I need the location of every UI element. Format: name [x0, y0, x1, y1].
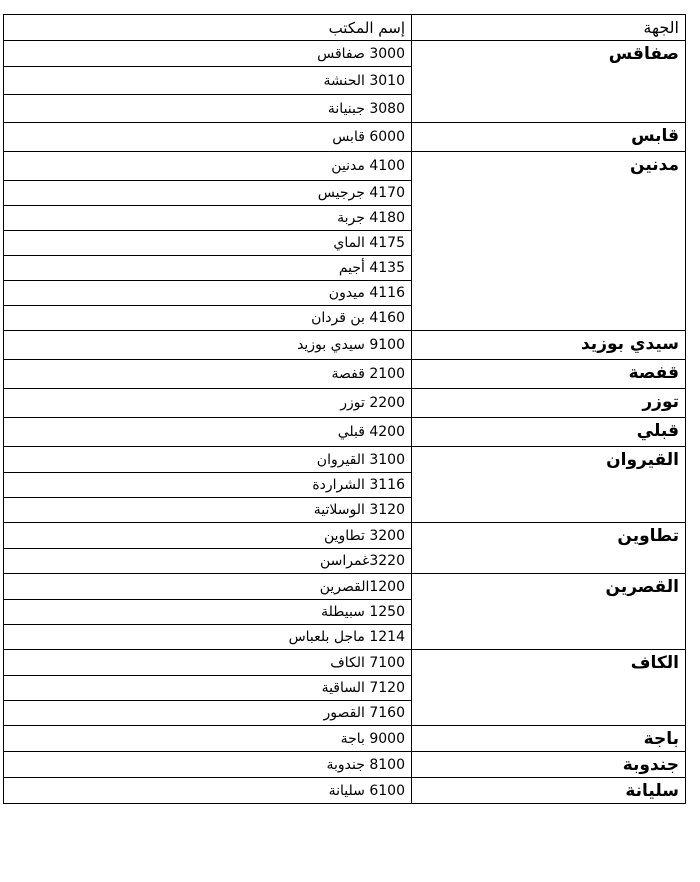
office-cell-group [4, 447, 412, 522]
office-cell: 3200 تطاوين [323, 527, 405, 544]
office-cell-group [4, 41, 412, 122]
office-cell: 2200 توزر [340, 395, 405, 411]
office-cell: 2100 قفصة [331, 366, 405, 382]
office-cell-group [4, 418, 412, 446]
office-cell: 3220غمراسن [4, 548, 411, 573]
table-row [3, 726, 686, 752]
table-row [3, 650, 686, 726]
office-cell-group [4, 574, 412, 649]
region-cell: مدنين [630, 155, 679, 175]
office-header-cell: إسم المكتب [328, 18, 405, 37]
region-cell: الكاف [630, 653, 679, 673]
office-cell-group [4, 650, 412, 725]
office-cell: 4200 قبلي [337, 424, 405, 440]
office-cell: 4160 بن قردان [4, 305, 411, 330]
region-cell: قبلي [636, 421, 679, 441]
region-cell: باجة [643, 729, 679, 749]
office-cell: 4175 الماي [4, 230, 411, 255]
region-cell: صفاقس [608, 44, 679, 64]
office-cell: 7120 الساقية [4, 675, 411, 700]
office-cell-group [4, 778, 412, 803]
office-cell-group [4, 360, 412, 388]
office-cell-group [4, 331, 412, 359]
office-cell: 4116 ميدون [4, 280, 411, 305]
office-cell-group [4, 389, 412, 417]
office-cell: 3010 الحنشة [4, 66, 411, 94]
office-cell: 9000 باجة [340, 730, 405, 747]
office-cell-group [4, 123, 412, 151]
office-cell: 1250 سبيطلة [4, 599, 411, 624]
region-cell: سيدي بوزيد [580, 334, 679, 354]
offices-table [3, 14, 686, 804]
office-cell: 6100 سليانة [328, 782, 405, 799]
table-row [3, 778, 686, 804]
region-cell: سليانة [625, 781, 679, 801]
table-row [3, 123, 686, 152]
office-cell: 8100 جندوبة [326, 756, 405, 773]
region-cell: قابس [631, 126, 679, 146]
office-cell: 3080 جبنيانة [4, 94, 411, 122]
office-cell-group [4, 152, 412, 330]
office-cell: 3120 الوسلاتية [4, 497, 411, 522]
office-cell: 7160 القصور [4, 700, 411, 725]
region-cell: جندوبة [622, 755, 679, 775]
table-row [3, 574, 686, 650]
region-column-header: الجهة [643, 18, 679, 37]
office-cell: 4135 أجيم [4, 255, 411, 280]
region-cell: قفصة [628, 363, 679, 383]
region-cell: توزر [642, 392, 679, 412]
office-cell-group [4, 726, 412, 751]
table-body [3, 41, 686, 804]
table-row [3, 447, 686, 523]
office-cell: 4100 مدنين [331, 158, 405, 174]
office-cell-group [4, 752, 412, 777]
office-cell: 7100 الكاف [330, 654, 405, 671]
office-cell: 6000 قابس [332, 129, 405, 145]
office-column-header [4, 15, 412, 40]
office-cell: 1200القصرين [319, 578, 405, 595]
table-row [3, 360, 686, 389]
region-cell: القيروان [606, 450, 679, 470]
table-row [3, 41, 686, 123]
table-row [3, 418, 686, 447]
table-row [3, 389, 686, 418]
table-row [3, 331, 686, 360]
office-cell: 3116 الشراردة [4, 472, 411, 497]
office-cell: 9100 سيدي بوزيد [297, 337, 405, 353]
table-row [3, 152, 686, 331]
office-cell: 3100 القيروان [316, 451, 405, 468]
office-cell: 4170 جرجيس [4, 180, 411, 205]
table-header-row [3, 14, 686, 41]
table-row [3, 752, 686, 778]
region-cell: القصرين [605, 577, 679, 597]
region-cell: تطاوين [617, 526, 679, 546]
office-cell: 4180 جربة [4, 205, 411, 230]
office-cell: 3000 صفاقس [317, 45, 405, 62]
table-row [3, 523, 686, 574]
office-cell-group [4, 523, 412, 573]
office-cell: 1214 ماجل بلعباس [4, 624, 411, 649]
